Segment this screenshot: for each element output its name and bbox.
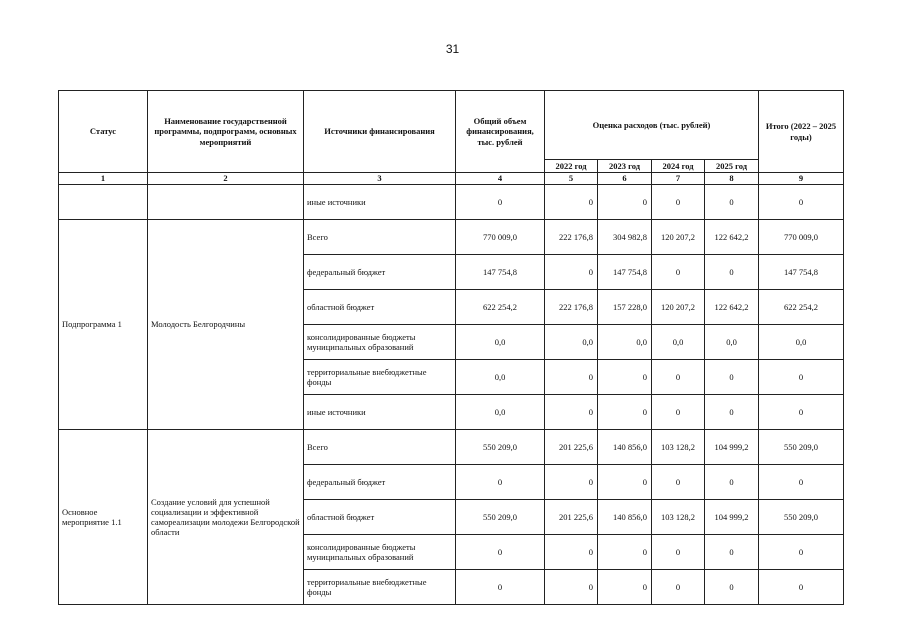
page-number: 31: [445, 42, 460, 56]
year-value-cell: 147 754,8: [598, 255, 652, 290]
source-cell: областной бюджет: [304, 500, 456, 535]
itogo-cell: 770 009,0: [759, 220, 844, 255]
year-value-cell: 0,0: [705, 325, 759, 360]
status-cell: [59, 185, 148, 220]
year-value-cell: 0: [652, 255, 705, 290]
header-status: Статус: [59, 91, 148, 173]
total-cell: 147 754,8: [456, 255, 545, 290]
year-value-cell: 222 176,8: [545, 290, 598, 325]
year-value-cell: 122 642,2: [705, 290, 759, 325]
source-cell: областной бюджет: [304, 290, 456, 325]
year-value-cell: 0: [545, 360, 598, 395]
program-name-cell: [148, 185, 304, 220]
year-value-cell: 157 228,0: [598, 290, 652, 325]
itogo-cell: 0: [759, 570, 844, 605]
itogo-cell: 0,0: [759, 325, 844, 360]
itogo-cell: 550 209,0: [759, 500, 844, 535]
year-value-cell: 140 856,0: [598, 500, 652, 535]
source-cell: Всего: [304, 220, 456, 255]
column-number: 5: [545, 173, 598, 185]
itogo-cell: 0: [759, 395, 844, 430]
table-row: [59, 185, 844, 220]
year-value-cell: 103 128,2: [652, 500, 705, 535]
source-cell: консолидированные бюджеты муниципальных образований: [304, 535, 456, 570]
year-value-cell: 0: [652, 465, 705, 500]
year-value-cell: 0: [598, 465, 652, 500]
total-cell: 0: [456, 465, 545, 500]
year-value-cell: 0: [652, 395, 705, 430]
total-cell: 770 009,0: [456, 220, 545, 255]
column-number: 7: [652, 173, 705, 185]
budget-table: [58, 90, 844, 605]
year-value-cell: 222 176,8: [545, 220, 598, 255]
source-cell: Всего: [304, 430, 456, 465]
total-cell: 550 209,0: [456, 430, 545, 465]
header-sources: Источники финансирования: [304, 91, 456, 173]
year-value-cell: 120 207,2: [652, 220, 705, 255]
column-number: 2: [148, 173, 304, 185]
year-value-cell: 0: [598, 360, 652, 395]
year-value-cell: 304 982,8: [598, 220, 652, 255]
column-number: 8: [705, 173, 759, 185]
total-cell: 622 254,2: [456, 290, 545, 325]
program-name-cell: Создание условий для успешной социализации и эффективной самореализации молодежи Белгородской области: [148, 430, 304, 605]
itogo-cell: 0: [759, 185, 844, 220]
year-value-cell: 0: [545, 255, 598, 290]
year-value-cell: 0: [705, 255, 759, 290]
total-cell: 0: [456, 185, 545, 220]
column-number: 4: [456, 173, 545, 185]
year-value-cell: 0: [705, 360, 759, 395]
year-value-cell: 0: [545, 185, 598, 220]
year-value-cell: 0: [598, 570, 652, 605]
total-cell: 0,0: [456, 325, 545, 360]
year-value-cell: 122 642,2: [705, 220, 759, 255]
column-number: 3: [304, 173, 456, 185]
source-cell: территориальные внебюджетные фонды: [304, 570, 456, 605]
itogo-cell: 0: [759, 465, 844, 500]
header-year: 2025 год: [705, 160, 759, 173]
year-value-cell: 103 128,2: [652, 430, 705, 465]
year-value-cell: 0: [705, 185, 759, 220]
year-value-cell: 0: [598, 535, 652, 570]
year-value-cell: 0: [652, 185, 705, 220]
source-cell: иные источники: [304, 395, 456, 430]
itogo-cell: 147 754,8: [759, 255, 844, 290]
total-cell: 0: [456, 570, 545, 605]
year-value-cell: 0: [598, 395, 652, 430]
year-value-cell: 104 999,2: [705, 430, 759, 465]
status-cell: Основное мероприятие 1.1: [59, 430, 148, 605]
source-cell: иные источники: [304, 185, 456, 220]
table-row: [59, 220, 844, 255]
itogo-cell: 622 254,2: [759, 290, 844, 325]
total-cell: 0,0: [456, 360, 545, 395]
total-cell: 550 209,0: [456, 500, 545, 535]
status-cell: Подпрограмма 1: [59, 220, 148, 430]
table-row: [59, 430, 844, 465]
year-value-cell: 0: [652, 360, 705, 395]
year-value-cell: 0: [652, 570, 705, 605]
header-year: 2023 год: [598, 160, 652, 173]
source-cell: федеральный бюджет: [304, 255, 456, 290]
source-cell: консолидированные бюджеты муниципальных образований: [304, 325, 456, 360]
year-value-cell: 0: [545, 535, 598, 570]
year-value-cell: 0: [705, 535, 759, 570]
year-value-cell: 0: [652, 535, 705, 570]
total-cell: 0,0: [456, 395, 545, 430]
year-value-cell: 120 207,2: [652, 290, 705, 325]
year-value-cell: 0: [545, 465, 598, 500]
year-value-cell: 0: [705, 570, 759, 605]
header-estimate: Оценка расходов (тыс. рублей): [545, 91, 759, 160]
year-value-cell: 0: [598, 185, 652, 220]
itogo-cell: 550 209,0: [759, 430, 844, 465]
header-year: 2022 год: [545, 160, 598, 173]
year-value-cell: 201 225,6: [545, 430, 598, 465]
itogo-cell: 0: [759, 360, 844, 395]
year-value-cell: 0: [545, 395, 598, 430]
year-value-cell: 0,0: [545, 325, 598, 360]
itogo-cell: 0: [759, 535, 844, 570]
year-value-cell: 0: [705, 465, 759, 500]
year-value-cell: 0: [705, 395, 759, 430]
header-year: 2024 год: [652, 160, 705, 173]
column-number: 1: [59, 173, 148, 185]
header-itogo: Итого (2022 – 2025 годы): [759, 91, 844, 173]
year-value-cell: 104 999,2: [705, 500, 759, 535]
column-number: 9: [759, 173, 844, 185]
source-cell: территориальные внебюджетные фонды: [304, 360, 456, 395]
year-value-cell: 201 225,6: [545, 500, 598, 535]
header-total-volume: Общий объем финансирования, тыс. рублей: [456, 91, 545, 173]
year-value-cell: 140 856,0: [598, 430, 652, 465]
year-value-cell: 0,0: [652, 325, 705, 360]
total-cell: 0: [456, 535, 545, 570]
year-value-cell: 0,0: [598, 325, 652, 360]
header-name: Наименование государственной программы, подпрограмм, основных мероприятий: [148, 91, 304, 173]
year-value-cell: 0: [545, 570, 598, 605]
column-number: 6: [598, 173, 652, 185]
source-cell: федеральный бюджет: [304, 465, 456, 500]
program-name-cell: Молодость Белгородчины: [148, 220, 304, 430]
table-body: [59, 185, 844, 605]
